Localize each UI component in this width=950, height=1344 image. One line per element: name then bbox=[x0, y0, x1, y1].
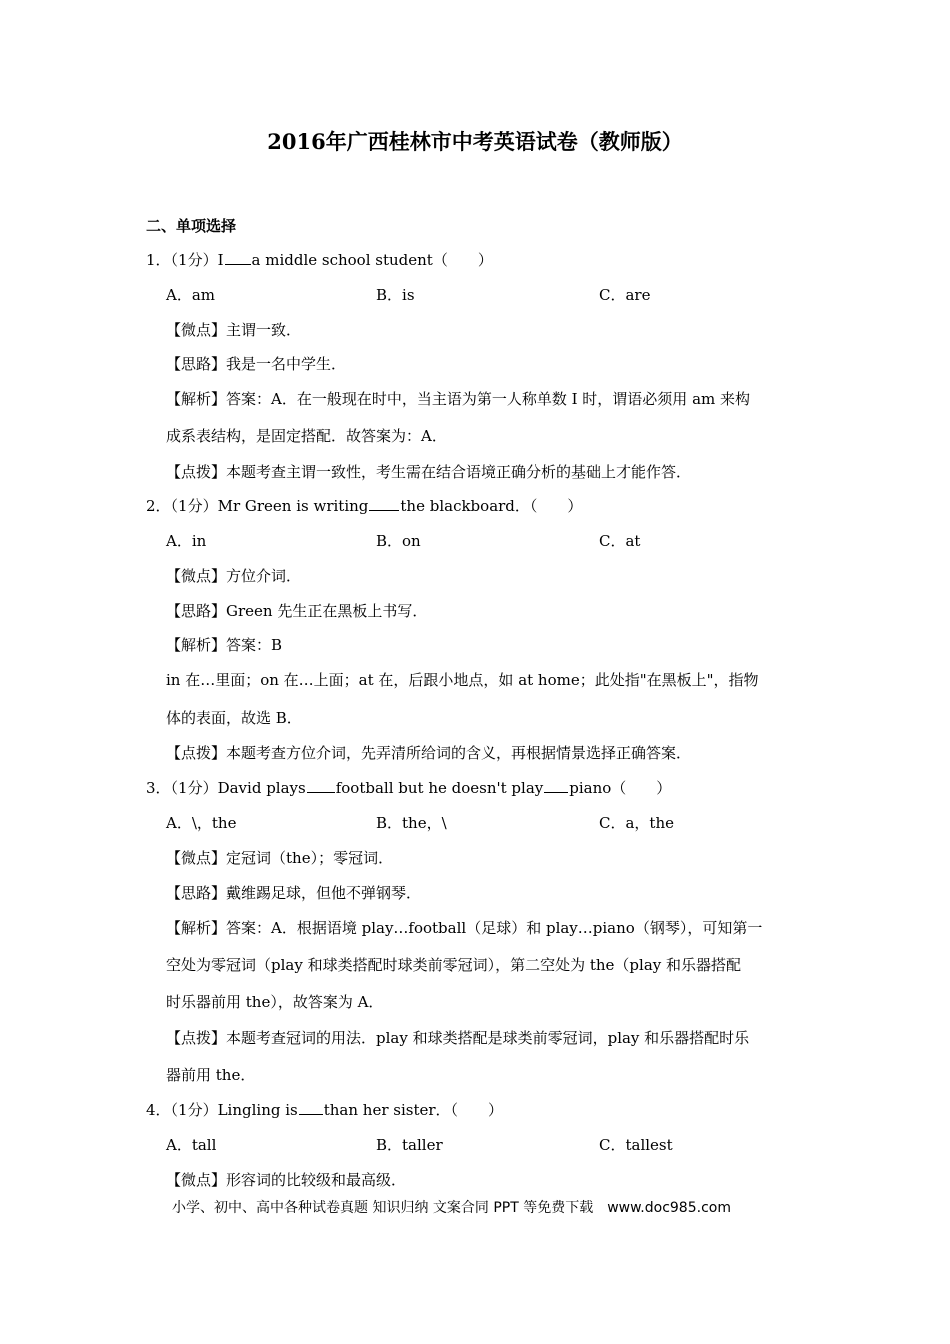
q2-weidian: 【微点】方位介词． bbox=[166, 567, 302, 585]
question-2-stem-part: 2．（1分）Mr Green is writing bbox=[146, 497, 369, 515]
q3-jiexi-cont: 时乐器前用 the），故答案为 A． bbox=[166, 993, 384, 1011]
q2-explanation-cont: 体的表面，故选 B． bbox=[166, 709, 302, 727]
q2-option-c: C．at bbox=[599, 532, 641, 550]
q2-dianbo: 【点拨】本题考查方位介词，先弄清所给词的含义，再根据情景选择正确答案． bbox=[166, 744, 692, 762]
q2-option-a: A．in bbox=[166, 532, 207, 550]
q3-jiexi: 【解析】答案：A．根据语境 play…football（足球）和 play…piano（钢琴），可知第一 bbox=[166, 919, 763, 937]
q4-option-b: B．taller bbox=[376, 1136, 443, 1154]
q1-dianbo: 【点拨】本题考查主谓一致性，考生需在结合语境正确分析的基础上才能作答． bbox=[166, 463, 692, 481]
question-1-stem bbox=[146, 250, 493, 270]
q2-jiexi: 【解析】答案：B bbox=[166, 636, 283, 654]
answer-blank bbox=[307, 778, 335, 793]
q3-option-a: A．\，the bbox=[166, 814, 237, 832]
q3-dianbo: 【点拨】本题考查冠词的用法．play 和球类搭配是球类前零冠词，play 和乐器搭配时乐 bbox=[166, 1029, 750, 1047]
footer-watermark: 小学、初中、高中各种试卷真题 知识归纳 文案合同 PPT 等免费下载 www.doc985.com bbox=[172, 1200, 731, 1216]
q2-explanation: in 在…里面；on 在…上面；at 在，后跟小地点，如 at home；此处指"在黑板上"，指物 bbox=[166, 671, 759, 689]
q3-dianbo-cont: 器前用 the． bbox=[166, 1066, 256, 1084]
q1-option-c: C．are bbox=[599, 286, 651, 304]
question-2-stem bbox=[146, 496, 582, 516]
question-2-stem-part: the blackboard．（ ） bbox=[400, 497, 583, 515]
question-3-stem bbox=[146, 778, 671, 798]
q1-jiexi: 【解析】答案：A．在一般现在时中，当主语为第一人称单数 I 时，谓语必须用 am 来构 bbox=[166, 390, 751, 408]
question-4-stem-part: 4．（1分）Lingling is bbox=[146, 1101, 298, 1119]
question-4-stem bbox=[146, 1100, 503, 1120]
q1-jiexi-cont: 成系表结构，是固定搭配．故答案为：A． bbox=[166, 427, 447, 445]
q3-jiexi-cont: 空处为零冠词（play 和球类搭配时球类前零冠词），第二空处为 the（play 和乐器搭配 bbox=[166, 956, 742, 974]
q3-silu: 【思路】戴维踢足球，但他不弹钢琴． bbox=[166, 884, 422, 902]
answer-blank bbox=[299, 1100, 323, 1115]
q4-option-c: C．tallest bbox=[599, 1136, 673, 1154]
q4-option-a: A．tall bbox=[166, 1136, 217, 1154]
q2-silu: 【思路】Green 先生正在黑板上书写． bbox=[166, 602, 428, 620]
answer-blank bbox=[369, 496, 399, 511]
question-1-stem-part: a middle school student（ ） bbox=[251, 251, 493, 269]
q1-option-a: A．am bbox=[166, 286, 215, 304]
question-3-stem-part: piano（ ） bbox=[569, 779, 672, 797]
question-4-stem-part: than her sister．（ ） bbox=[323, 1101, 504, 1119]
answer-blank bbox=[544, 778, 568, 793]
q3-option-b: B．the，\ bbox=[376, 814, 447, 832]
question-3-stem-part: football but he doesn't play bbox=[335, 779, 544, 797]
q1-option-b: B．is bbox=[376, 286, 415, 304]
q4-weidian: 【微点】形容词的比较级和最高级． bbox=[166, 1171, 407, 1189]
page-title: 2016年广西桂林市中考英语试卷（教师版） bbox=[267, 129, 683, 154]
question-1-stem-part: 1．（1分）I bbox=[146, 251, 224, 269]
question-3-stem-part: 3．（1分）David plays bbox=[146, 779, 306, 797]
q3-weidian: 【微点】定冠词（the）；零冠词． bbox=[166, 849, 394, 867]
q3-option-c: C．a，the bbox=[599, 814, 674, 832]
section-heading: 二、单项选择 bbox=[146, 217, 237, 235]
q1-weidian: 【微点】主谓一致． bbox=[166, 321, 302, 339]
answer-blank bbox=[225, 250, 251, 265]
q1-silu: 【思路】我是一名中学生． bbox=[166, 355, 347, 373]
q2-option-b: B．on bbox=[376, 532, 421, 550]
